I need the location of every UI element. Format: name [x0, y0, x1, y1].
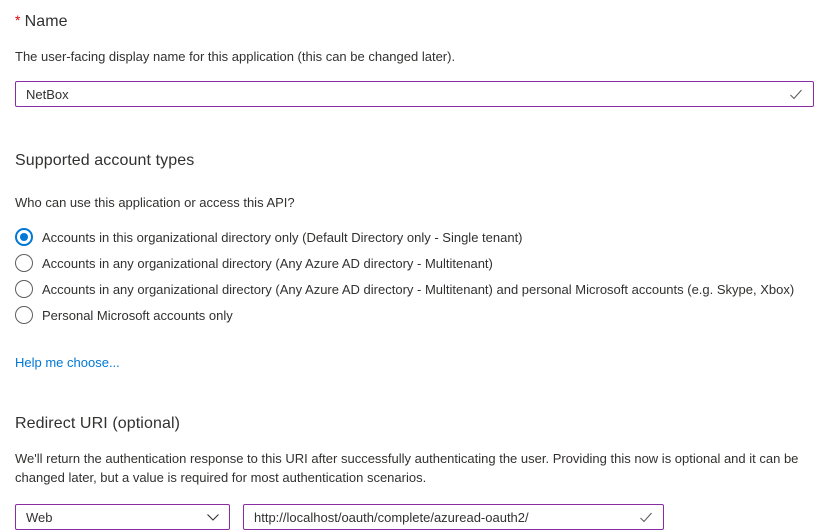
radio-option-3[interactable] [15, 302, 814, 328]
radio-option-0[interactable] [15, 224, 814, 250]
radio-option-2[interactable] [15, 276, 814, 302]
radio-button-icon[interactable] [15, 254, 33, 272]
redirect-uri-input[interactable] [244, 510, 638, 525]
radio-button-icon[interactable] [15, 306, 33, 324]
account-types-section-title: Supported account types [15, 152, 195, 169]
redirect-uri-input-container [243, 504, 664, 530]
redirect-uri-description: We'll return the authentication response to this URI after successfully authenticating the user. Providing this now is optional and it can be changed later, but a value is required for most authentication scenarios. [15, 451, 799, 485]
account-types-question: Who can use this application or access this API? [15, 195, 295, 210]
radio-option-label: Personal Microsoft accounts only [42, 307, 233, 323]
name-input[interactable] [16, 87, 788, 102]
radio-option-1[interactable] [15, 250, 814, 276]
radio-option-label: Accounts in this organizational directory only (Default Directory only - Single tenant) [42, 229, 523, 245]
name-description: The user-facing display name for this application (this can be changed later). [15, 49, 456, 64]
platform-select-value: Web [26, 509, 53, 525]
radio-option-label: Accounts in any organizational directory (Any Azure AD directory - Multitenant) [42, 255, 493, 271]
radio-button-icon[interactable] [15, 280, 33, 298]
account-types-radio-group [15, 224, 814, 328]
name-section-title [15, 12, 814, 31]
chevron-down-icon [205, 509, 221, 525]
name-label: Name [24, 13, 68, 30]
required-asterisk: * [15, 12, 21, 28]
name-input-container [15, 81, 814, 107]
redirect-uri-controls [15, 504, 814, 530]
valid-checkmark-icon [638, 509, 654, 525]
help-me-choose-link[interactable]: Help me choose... [15, 355, 120, 370]
platform-select[interactable] [15, 504, 230, 530]
radio-option-label: Accounts in any organizational directory (Any Azure AD directory - Multitenant) and personal Microsoft accounts (e.g. Skype, Xbox) [42, 281, 795, 297]
redirect-uri-section-title: Redirect URI (optional) [15, 415, 181, 432]
radio-button-icon[interactable] [15, 228, 33, 246]
valid-checkmark-icon [788, 86, 804, 102]
